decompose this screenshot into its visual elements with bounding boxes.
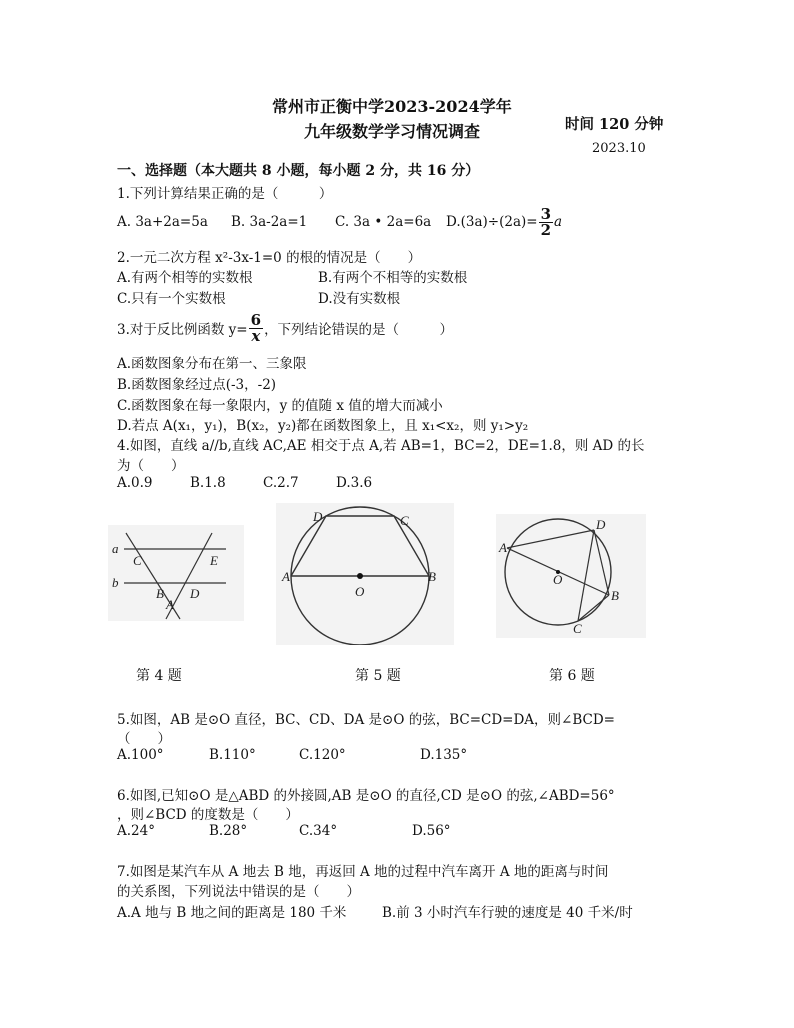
exam-date: 2023.10 [592,141,646,156]
q6-option-a: A.24° [117,823,155,839]
q5-option-b: B.110° [209,747,256,763]
q5-option-c: C.120° [299,747,346,763]
q1-option-c: C. 3a • 2a=6a [335,214,432,230]
q2-option-b: B.有两个不相等的实数根 [318,270,468,286]
fig6-label-A: A [499,540,507,555]
fig6-label-D: D [596,517,606,532]
q1-option-d-prefix: D.(3a)÷(2a)= [446,214,538,230]
q3-option-c: C.函数图象在每一象限内，y 的值随 x 值的增大而减小 [117,398,443,414]
exam-title-line1: 常州市正衡中学2023-2024学年 [272,97,512,116]
fig6-label-O: O [553,572,563,587]
q1-option-d [446,202,562,242]
exam-time: 时间 120 分钟 [565,116,664,133]
fig5-label-O: O [355,584,365,599]
q5-stem-line2: （ ） [117,731,171,747]
figure-5-caption: 第 5 题 [355,668,401,684]
q4-option-c: C.2.7 [263,475,299,491]
q6-option-c: C.34° [299,823,338,839]
q3-stem-prefix: 3.对于反比例函数 y= [117,322,248,338]
q4-option-b: B.1.8 [190,475,226,491]
q4-option-d: D.3.6 [336,475,373,491]
fig6-label-C: C [573,621,582,636]
q3-stem-suffix: ，下列结论错误的是（ ） [264,322,454,338]
q2-option-a: A.有两个相等的实数根 [117,270,253,286]
q5-option-d: D.135° [420,747,468,763]
q2-option-c: C.只有一个实数根 [117,291,226,307]
fig5-label-B: B [428,569,436,584]
fig4-label-B: B [156,586,164,601]
q4-stem-line2: 为（ ） [117,458,185,474]
fig5-label-C: C [400,513,409,528]
q6-stem-line2: ，则∠BCD 的度数是（ ） [117,807,299,823]
q1-option-d-suffix: a [554,214,563,230]
fig4-label-a: a [112,541,119,556]
figure-5 [276,503,454,645]
figure-4-caption: 第 4 题 [136,668,182,684]
fig6-label-B: B [611,588,619,603]
q1-stem: 1.下列计算结果正确的是（ ） [117,186,333,202]
q4-stem-line1: 4.如图，直线 a//b,直线 AC,AE 相交于点 A,若 AB=1，BC=2，DE=1.8，则 AD 的长 [117,438,645,454]
q3-fraction [249,310,263,345]
q6-option-b: B.28° [209,823,248,839]
section-heading: 一、选择题（本大题共 8 小题，每小题 2 分，共 16 分） [117,163,480,179]
q2-stem: 2.一元二次方程 x²-3x-1=0 的根的情况是（ ） [117,250,422,266]
fig5-center-point [357,573,363,579]
q2-option-d: D.没有实数根 [318,291,401,307]
figure-6 [496,514,646,638]
q7-stem-line2: 的关系图，下列说法中错误的是（ ） [117,884,360,900]
q6-stem-line1: 6.如图,已知⊙O 是△ABD 的外接圆,AB 是⊙O 的直径,CD 是⊙O 的弦,∠ABD=56° [117,788,615,804]
q3-option-b: B.函数图象经过点(-3，-2) [117,377,277,393]
q3-fraction-denominator: x [251,326,261,345]
q5-option-a: A.100° [117,747,164,763]
q7-option-a: A.A 地与 B 地之间的距离是 180 千米 [117,905,347,921]
figure-4 [108,525,244,621]
q3-option-d: D.若点 A(x₁，y₁)，B(x₂，y₂)都在函数图象上，且 x₁<x₂，则 y₁>y₂ [117,418,529,434]
fig4-label-C: C [133,553,142,568]
q7-option-b: B.前 3 小时汽车行驶的速度是 40 千米/时 [382,905,633,921]
q5-stem-line1: 5.如图，AB 是⊙O 直径，BC、CD、DA 是⊙O 的弦，BC=CD=DA，则∠BCD= [117,712,615,728]
q1-option-d-fraction [539,204,553,239]
fig4-label-E: E [210,553,218,568]
fig4-label-D: D [190,586,200,601]
fig5-label-D: D [313,509,323,524]
q7-stem-line1: 7.如图是某汽车从 A 地去 B 地，再返回 A 地的过程中汽车离开 A 地的距离与时间 [117,864,609,880]
q4-option-a: A.0.9 [117,475,153,491]
q1-option-d-numerator: 3 [540,204,552,223]
figure-6-caption: 第 6 题 [549,668,595,684]
q1-option-b: B. 3a-2a=1 [231,214,308,230]
fig4-label-b: b [112,575,119,590]
fig4-label-A: A [166,597,174,612]
fig5-label-A: A [282,569,290,584]
q1-option-d-denominator: 2 [540,220,552,239]
q3-stem [117,308,453,348]
q3-fraction-numerator: 6 [250,310,262,329]
q6-option-d: D.56° [412,823,451,839]
q1-option-a: A. 3a+2a=5a [117,214,208,230]
q3-option-a: A.函数图象分布在第一、三象限 [117,356,307,372]
exam-title-line2: 九年级数学学习情况调查 [304,122,481,141]
